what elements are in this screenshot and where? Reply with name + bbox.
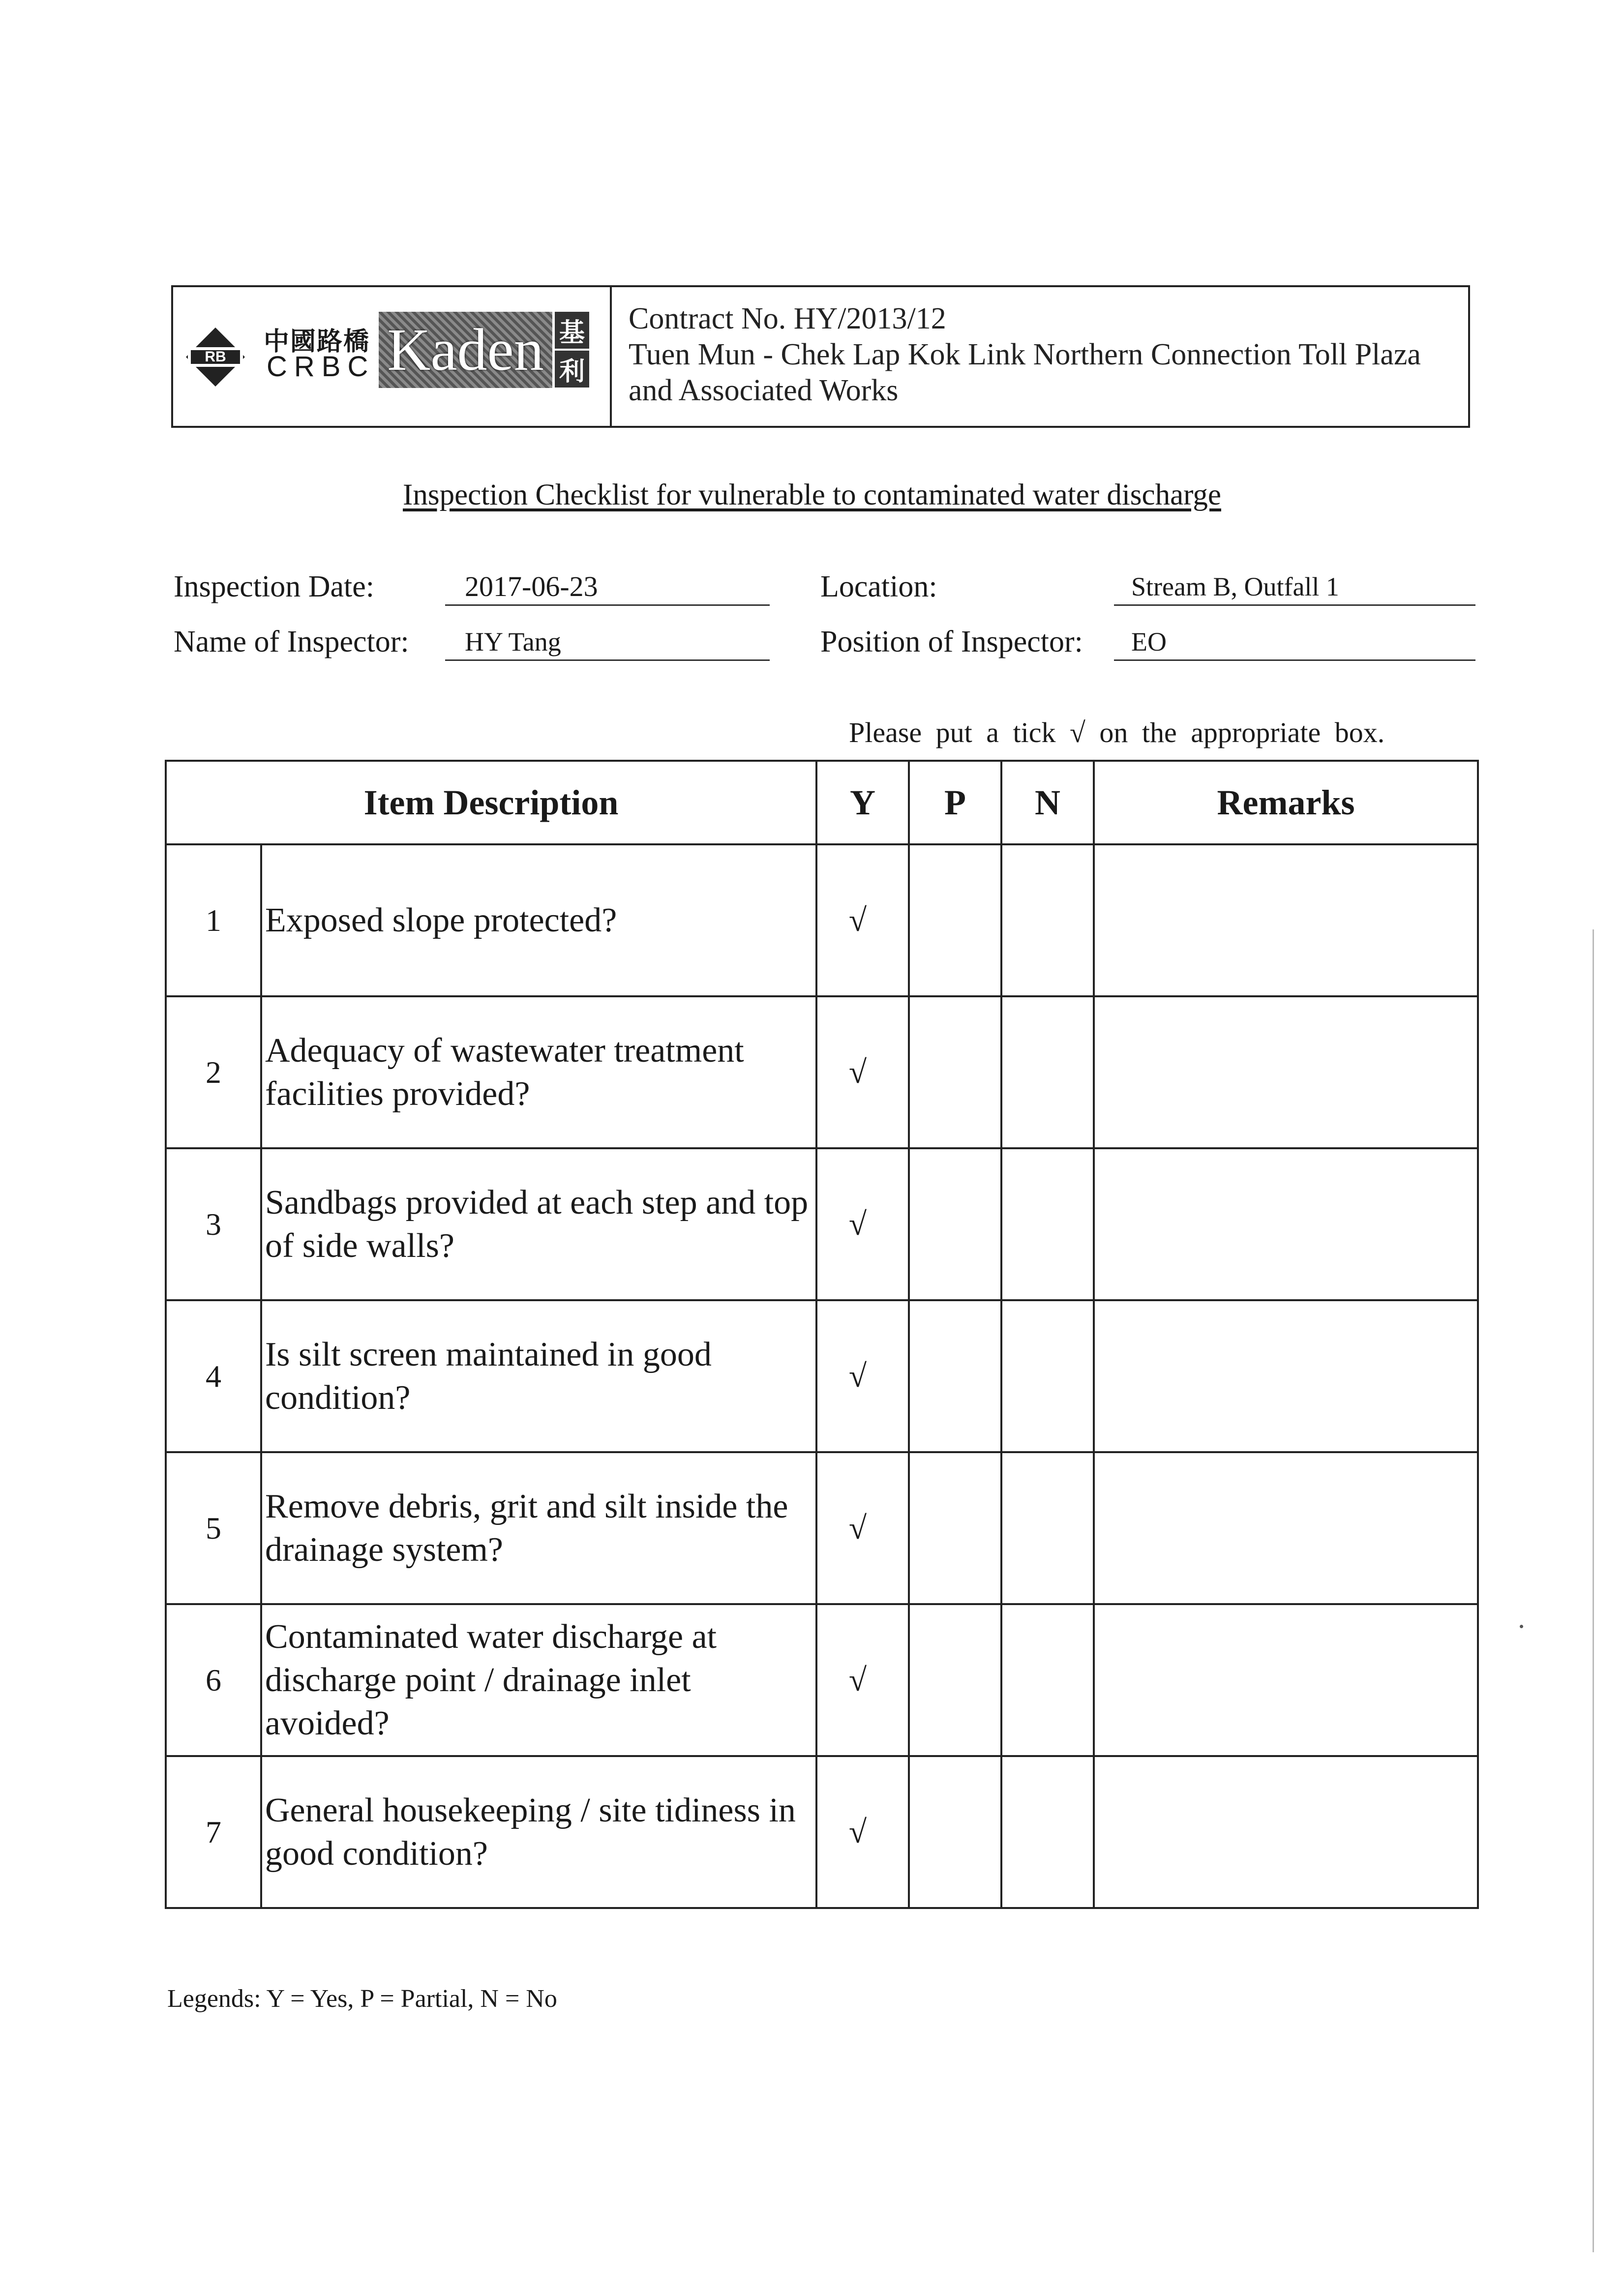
no-checkbox[interactable] <box>1001 1452 1094 1604</box>
inspector-position-label: Position of Inspector: <box>820 625 1083 658</box>
item-number: 5 <box>166 1452 261 1604</box>
inspection-date-label: Inspection Date: <box>174 570 375 603</box>
inspection-checklist-table <box>165 760 1479 1909</box>
contract-title-cont: and Associated Works <box>629 374 899 407</box>
inspector-name-label: Name of Inspector: <box>174 625 409 658</box>
item-description: Exposed slope protected? <box>261 844 816 996</box>
remarks-cell[interactable] <box>1094 1604 1478 1756</box>
inspection-date-field[interactable]: 2017-06-23 <box>445 570 770 606</box>
header-no: N <box>1001 761 1094 844</box>
table-row <box>166 996 1478 1148</box>
company-logos <box>173 287 612 426</box>
yes-checkbox[interactable] <box>816 996 909 1148</box>
yes-checkbox[interactable] <box>816 1756 909 1908</box>
yes-checkbox[interactable] <box>816 1604 909 1756</box>
tick-mark: √ <box>848 1510 867 1546</box>
item-description: Sandbags provided at each step and top of side walls? <box>261 1148 816 1300</box>
item-number: 3 <box>166 1148 261 1300</box>
table-row <box>166 1300 1478 1452</box>
kaden-logo <box>379 312 552 388</box>
partial-checkbox[interactable] <box>909 1452 1001 1604</box>
document-header <box>171 285 1470 428</box>
item-description: General housekeeping / site tidiness in good condition? <box>261 1756 816 1908</box>
table-row <box>166 844 1478 996</box>
item-number: 7 <box>166 1756 261 1908</box>
tick-mark: √ <box>848 1054 867 1090</box>
item-description: Adequacy of wastewater treatment facilities provided? <box>261 996 816 1148</box>
header-remarks: Remarks <box>1094 761 1478 844</box>
remarks-cell[interactable] <box>1094 844 1478 996</box>
no-checkbox[interactable] <box>1001 1756 1094 1908</box>
tick-mark: √ <box>848 1358 867 1394</box>
item-number: 4 <box>166 1300 261 1452</box>
remarks-cell[interactable] <box>1094 1148 1478 1300</box>
header-partial: P <box>909 761 1001 844</box>
no-checkbox[interactable] <box>1001 996 1094 1148</box>
item-number: 6 <box>166 1604 261 1756</box>
page-title: Inspection Checklist for vulnerable to contaminated water discharge <box>403 478 1221 511</box>
kaden-chinese-logo <box>555 312 589 388</box>
partial-checkbox[interactable] <box>909 1300 1001 1452</box>
contract-number: Contract No. HY/2013/12 <box>629 302 946 335</box>
yes-checkbox[interactable] <box>816 844 909 996</box>
table-row <box>166 1604 1478 1756</box>
no-checkbox[interactable] <box>1001 1148 1094 1300</box>
partial-checkbox[interactable] <box>909 1604 1001 1756</box>
table-row <box>166 1452 1478 1604</box>
tick-instruction: Please put a tick √ on the appropriate box. <box>849 716 1385 748</box>
location-field[interactable]: Stream B, Outfall 1 <box>1114 570 1475 606</box>
remarks-cell[interactable] <box>1094 1452 1478 1604</box>
remarks-cell[interactable] <box>1094 1300 1478 1452</box>
scan-margin-line <box>1593 929 1594 2252</box>
partial-checkbox[interactable] <box>909 996 1001 1148</box>
yes-checkbox[interactable] <box>816 1148 909 1300</box>
table-row <box>166 1148 1478 1300</box>
tick-mark: √ <box>848 1206 867 1242</box>
header-yes: Y <box>816 761 909 844</box>
item-number: 1 <box>166 844 261 996</box>
inspector-name-field[interactable]: HY Tang <box>445 626 770 661</box>
table-row <box>166 1756 1478 1908</box>
legend: Legends: Y = Yes, P = Partial, N = No <box>167 1985 557 2013</box>
no-checkbox[interactable] <box>1001 1300 1094 1452</box>
partial-checkbox[interactable] <box>909 1148 1001 1300</box>
yes-checkbox[interactable] <box>816 1300 909 1452</box>
item-number: 2 <box>166 996 261 1148</box>
table-header-row <box>166 761 1478 844</box>
kaden-chinese-char: 基 <box>555 312 589 349</box>
crbc-chinese-name: 中國路橋 <box>264 327 370 357</box>
partial-checkbox[interactable] <box>909 844 1001 996</box>
yes-checkbox[interactable] <box>816 1452 909 1604</box>
scan-speck <box>1520 1625 1523 1628</box>
inspector-position-field[interactable]: EO <box>1114 626 1475 661</box>
no-checkbox[interactable] <box>1001 844 1094 996</box>
contract-title: Tuen Mun - Chek Lap Kok Link Northern Connection Toll Plaza <box>629 338 1421 371</box>
crbc-name: CRBC <box>267 351 375 383</box>
crbc-diamond-logo <box>184 326 247 388</box>
remarks-cell[interactable] <box>1094 996 1478 1148</box>
kaden-name: Kaden <box>387 316 544 383</box>
item-description: Contaminated water discharge at discharge point / drainage inlet avoided? <box>261 1604 816 1756</box>
partial-checkbox[interactable] <box>909 1756 1001 1908</box>
remarks-cell[interactable] <box>1094 1756 1478 1908</box>
item-description: Is silt screen maintained in good condition? <box>261 1300 816 1452</box>
no-checkbox[interactable] <box>1001 1604 1094 1756</box>
tick-mark: √ <box>848 902 867 938</box>
location-label: Location: <box>820 570 937 603</box>
rb-mark: RB <box>205 349 226 365</box>
tick-mark: √ <box>848 1662 867 1698</box>
item-description: Remove debris, grit and silt inside the drainage system? <box>261 1452 816 1604</box>
kaden-chinese-char: 利 <box>555 351 589 388</box>
tick-mark: √ <box>848 1814 867 1850</box>
contract-info <box>612 287 1468 426</box>
header-item-description: Item Description <box>166 761 816 844</box>
